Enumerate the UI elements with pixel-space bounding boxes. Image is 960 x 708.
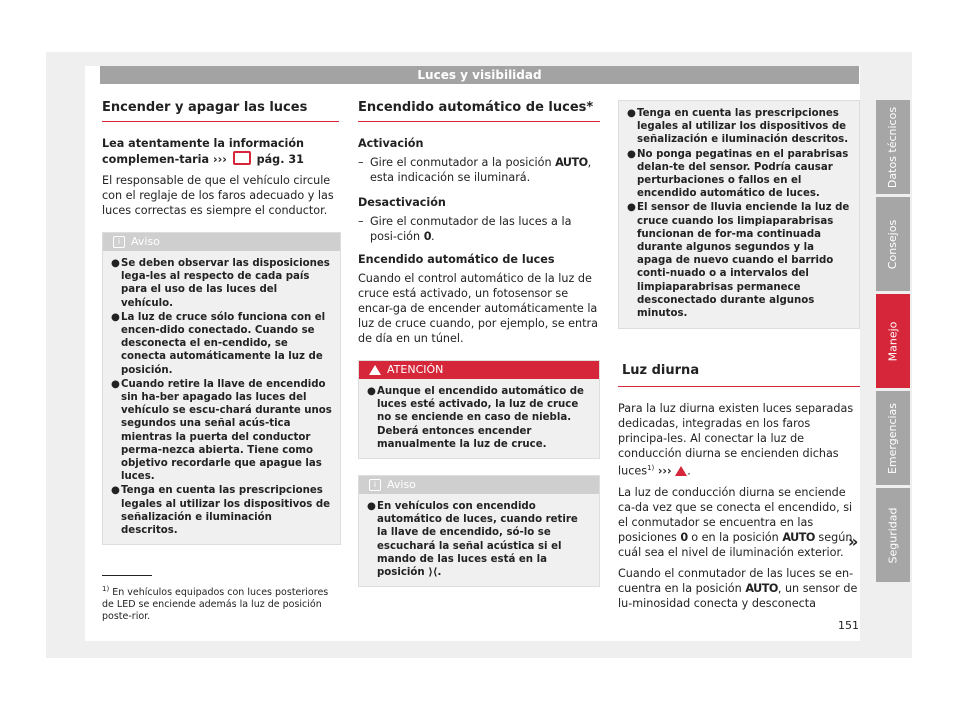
aviso-header: i Aviso	[103, 233, 340, 251]
tab-emergencias[interactable]: Emergencias	[876, 391, 910, 485]
subheading: Activación	[358, 137, 424, 150]
list-item: ● La luz de cruce sólo funciona con el encen-dido conectado. Cuando se desconecta el en-cendido, se conecta automáticamente la luz de posición.	[111, 311, 326, 376]
list-item: ● Tenga en cuenta las prescripciones legales al utilizar los dispositivos de señalización e iluminación descritos.	[627, 108, 849, 146]
aviso-box	[358, 475, 600, 587]
footnote-rule	[102, 575, 152, 576]
title-rule	[618, 386, 860, 387]
tab-datos-tecnicos[interactable]: Datos técnicos	[876, 100, 910, 194]
aviso-body	[359, 494, 599, 586]
footnote: $^{1)}$ En vehículos equipados con luces posteriores de LED se enciende además la luz de posición poste-rior.	[102, 585, 329, 623]
prescription-body	[619, 101, 859, 328]
list-item: – Gire el conmutador de las luces a la posi-ción 0.	[358, 215, 572, 243]
list-item: ● Cuando retire la llave de encendido sin ha-ber apagado las luces del vehículo se escu-chará durante unos segundos una señal acús-tica mientras la puerta del conductor perma-nezca abierta. Tiene como objetivo recordarle que apague las luces.	[111, 378, 332, 483]
warning-icon	[675, 466, 687, 476]
title-rule	[358, 121, 600, 122]
list-item: – Gire el conmutador a la posición AUTO, esta indicación se iluminará.	[358, 156, 592, 184]
section-title: Encendido automático de luces*	[358, 100, 594, 115]
aviso-box	[102, 232, 341, 545]
subheading: Desactivación	[358, 196, 446, 209]
paragraph: El responsable de que el vehículo circule con el reglaje de los faros adecuado y las luces correctas es siempre el conductor.	[102, 174, 334, 217]
column-3	[618, 100, 860, 611]
aviso-body	[103, 251, 340, 544]
list-item: ● El sensor de lluvia enciende la luz de cruce cuando los limpiaparabrisas funcionan de for-ma continuada durante algunos segundos y la apaga de nuevo cuando el barrido conti-nuado o a intervalos del limpiaparabrisas permanece desconectado durante algunos minutos.	[627, 202, 850, 320]
warning-icon	[369, 365, 381, 375]
subheading: Encendido automático de luces	[358, 253, 555, 266]
section-title: Luz diurna	[622, 363, 700, 379]
aviso-header: i Aviso	[359, 476, 599, 494]
section-title: Encender y apagar las luces	[102, 100, 308, 115]
next-page-icon[interactable]: »	[848, 532, 859, 551]
column-2	[358, 100, 600, 587]
atencion-box	[358, 360, 600, 459]
column-1	[102, 100, 339, 545]
page-number: 151	[838, 619, 859, 632]
title-rule	[102, 121, 339, 122]
page-link[interactable]: pág. 31	[256, 153, 304, 166]
list-item: ● En vehículos con encendido automático de luces, cuando retire la llave de encendido, só-lo se escuchará la señal acústica si el mando de las luces está en la posición ⟩⟨.	[367, 501, 578, 579]
paragraph: La luz de conducción diurna se enciende ca-da vez que se conecta el encendido, si el conmutador se encuentra en las posiciones 0 o en la posición AUTO según cuál sea el nivel de iluminación exterior.	[618, 485, 853, 559]
info-icon: i	[369, 479, 381, 491]
info-icon: i	[113, 236, 125, 248]
list-item: ● Aunque el encendido automático de luces esté activado, la luz de cruce no se enciende en caso de niebla. Deberá entonces encender manualmente la luz de cruce.	[367, 386, 584, 450]
section-header: Luces y visibilidad	[100, 66, 859, 84]
intro-reference: Lea atentamente la información complemen-taria ››› pág. 31	[102, 137, 305, 166]
parking-light-symbol: ⟩⟨.	[428, 567, 442, 579]
list-item: ● Se deben observar las disposiciones lega-les al respecto de cada país para el uso de las luces del vehículo.	[111, 258, 330, 309]
paragraph: Cuando el control automático de la luz de cruce está activado, un fotosensor se encar-ga de encender automáticamente la luz de cruce cuando, por ejemplo, se entra de día en un túnel.	[358, 272, 598, 345]
tab-consejos[interactable]: Consejos	[876, 197, 910, 291]
prescription-box	[618, 100, 860, 329]
list-item: ● Tenga en cuenta las prescripciones legales al utilizar los dispositivos de señalización e iluminación descritos.	[111, 485, 331, 537]
book-icon	[233, 151, 251, 165]
atencion-header: ATENCIÓN	[359, 361, 599, 379]
list-item: ● No ponga pegatinas en el parabrisas delan-te del sensor. Podría causar perturbaciones o fallos en el encendido automático de luces.	[627, 148, 849, 200]
tab-manejo[interactable]: Manejo	[876, 294, 910, 388]
paragraph: Para la luz diurna existen luces separadas dedicadas, integradas en los faros principa-les. Al conectar la luz de conducción diurna se encienden dichas luces$^{1)}$ ››› .	[618, 402, 854, 478]
tab-seguridad[interactable]: Seguridad	[876, 488, 910, 582]
atencion-body	[359, 379, 599, 458]
paragraph: Cuando el conmutador de las luces se en-cuentra en la posición AUTO, un sensor de lu-minosidad conecta y desconecta	[618, 566, 858, 610]
